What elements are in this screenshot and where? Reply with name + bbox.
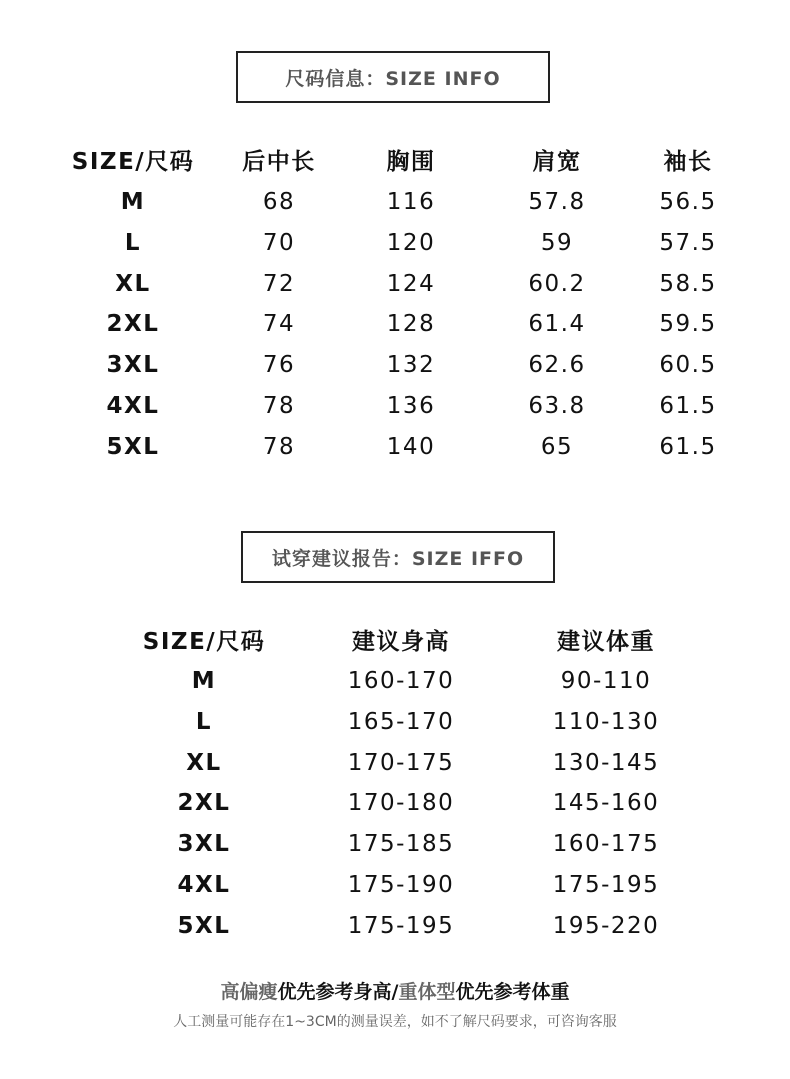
size-info-value-cell: 59 (540, 229, 574, 256)
size-info-size-cell: 5XL (106, 433, 160, 460)
size-info-value-cell: 57.8 (528, 189, 586, 215)
size-info-title: 尺码信息：SIZE INFO (236, 51, 550, 103)
size-info-value-cell: 61.5 (659, 433, 717, 460)
fit-report-size-cell: M (191, 668, 217, 694)
fit-report-value-cell: 175-195 (552, 872, 660, 898)
fit-report-value-cell: 130-145 (552, 749, 660, 776)
fit-report-size-cell: 2XL (177, 790, 231, 817)
fit-report-value-cell: 175-185 (347, 831, 455, 858)
size-info-value-cell: 140 (386, 433, 436, 460)
fit-advice-note (0, 980, 790, 1004)
size-info-header-cell: 袖长 (663, 149, 713, 175)
note-part: 重体型 (398, 981, 456, 1003)
size-info-value-cell: 58.5 (659, 270, 717, 297)
size-info-value-cell: 65 (540, 433, 574, 460)
fit-report-value-cell: 175-190 (347, 872, 455, 898)
fit-report-value-cell: 160-170 (347, 668, 455, 694)
fit-report-value-cell: 170-175 (347, 749, 455, 776)
fit-report-value-cell: 160-175 (552, 831, 660, 858)
size-info-value-cell: 56.5 (659, 189, 717, 215)
size-info-size-cell: 4XL (106, 393, 160, 419)
size-info-value-cell: 136 (386, 393, 436, 419)
fit-report-value-cell: 195-220 (552, 912, 660, 939)
note-part: 优先参考体重 (455, 981, 570, 1003)
size-info-value-cell: 124 (386, 270, 436, 297)
size-info-value-cell: 63.8 (528, 393, 586, 419)
size-info-value-cell: 60.2 (528, 270, 586, 297)
size-info-value-cell: 61.4 (528, 311, 586, 338)
fit-report-size-cell: 4XL (177, 872, 231, 898)
size-info-size-cell: XL (115, 270, 151, 297)
fit-report-value-cell: 90-110 (560, 668, 652, 694)
size-info-value-cell: 78 (262, 393, 296, 419)
size-info-value-cell: 128 (386, 311, 436, 338)
measurement-disclaimer: 人工测量可能存在1~3CM的测量误差，如不了解尺码要求，可咨询客服 (173, 1014, 617, 1030)
fit-report-size-cell: 3XL (177, 831, 231, 858)
size-info-value-cell: 76 (262, 352, 296, 379)
size-info-header-cell: 胸围 (386, 149, 436, 175)
size-info-value-cell: 132 (386, 352, 436, 379)
size-info-size-cell: 3XL (106, 352, 160, 379)
fit-report-title: 试穿建议报告：SIZE IFFO (241, 531, 555, 583)
size-info-header-cell: SIZE/尺码 (71, 149, 195, 175)
size-info-value-cell: 70 (262, 229, 296, 256)
fit-report-value-cell: 165-170 (347, 708, 455, 735)
size-info-size-cell: M (120, 189, 146, 215)
size-info-value-cell: 61.5 (659, 393, 717, 419)
fit-report-value-cell: 170-180 (347, 790, 455, 817)
size-info-value-cell: 72 (262, 270, 296, 297)
fit-report-size-cell: XL (186, 749, 222, 776)
size-info-header-cell: 肩宽 (532, 149, 582, 175)
size-info-value-cell: 74 (262, 311, 296, 338)
size-info-value-cell: 120 (386, 229, 436, 256)
size-info-value-cell: 78 (262, 433, 296, 460)
note-part: 优先参考身高/ (277, 981, 399, 1003)
fit-report-header-cell: SIZE/尺码 (142, 629, 266, 655)
fit-report-value-cell: 110-130 (552, 708, 660, 735)
size-info-value-cell: 57.5 (659, 229, 717, 256)
fit-report-value-cell: 175-195 (347, 912, 455, 939)
size-info-value-cell: 62.6 (528, 352, 586, 379)
fit-report-header-cell: 建议体重 (557, 629, 655, 655)
size-info-value-cell: 116 (386, 189, 436, 215)
size-info-value-cell: 60.5 (659, 352, 717, 379)
note-part: 高偏瘦 (220, 981, 278, 1003)
fit-report-size-cell: 5XL (177, 912, 231, 939)
size-info-header-cell: 后中长 (242, 149, 316, 175)
size-info-size-cell: L (124, 229, 142, 256)
size-info-value-cell: 59.5 (659, 311, 717, 338)
fit-report-value-cell: 145-160 (552, 790, 660, 817)
fit-report-size-cell: L (195, 708, 213, 735)
fit-report-header-cell: 建议身高 (352, 629, 450, 655)
size-info-size-cell: 2XL (106, 311, 160, 338)
size-info-value-cell: 68 (262, 189, 296, 215)
